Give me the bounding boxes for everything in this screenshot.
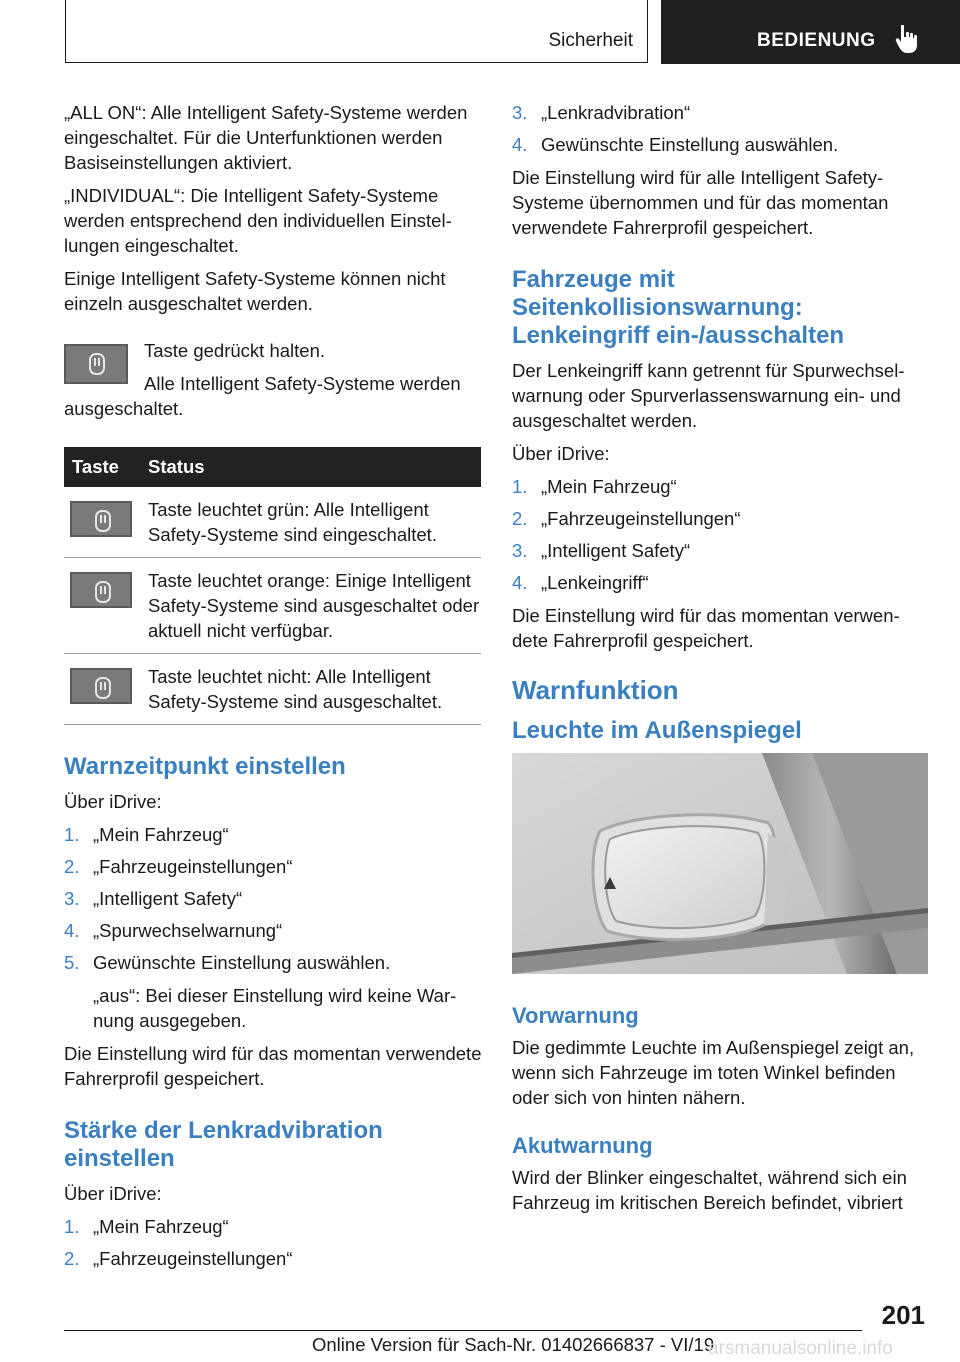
button-instruction (64, 338, 482, 421)
list-item: 3. „Intelligent Safety“ (512, 540, 691, 561)
list-item: 4. Gewünschte Einstellung auswählen. (512, 134, 839, 155)
list-item: 4. „Lenkeingriff“ (512, 572, 649, 593)
safety-button-icon (70, 668, 132, 704)
table-cell: Taste leuchtet nicht: Alle Intelligent Safety-Systeme sind ausgeschaltet. (140, 654, 481, 725)
list-item: 3. „Lenkradvibration“ (512, 102, 691, 123)
table-cell: Taste leuchtet grün: Alle Intelligent Safety-Systeme sind eingeschaltet. (140, 487, 481, 558)
list-item: 1. „Mein Fahrzeug“ (64, 824, 229, 845)
paragraph-einige: Einige Intelligent Safety-Systeme können nicht einzeln ausgeschaltet werden. (64, 268, 446, 314)
header-section-box (65, 0, 648, 63)
paragraph-vorwarnung: Die gedimmte Leuchte im Außenspiegel zeigt an, wenn sich Fahrzeuge im toten Winkel befinden oder sich von hinten nähern. (512, 1037, 915, 1108)
status-table (64, 447, 481, 725)
paragraph-saved: Die Einstellung wird für das momentan verwendete Fahrerprofil gespeichert. (512, 605, 900, 651)
table-cell: Taste leuchtet orange: Einige Intelligent Safety-Systeme sind ausgeschaltet oder aktuell nicht verfügbar. (140, 558, 481, 654)
header-chapter-title: BEDIENUNG (757, 30, 876, 51)
button-instruction-line1: Taste gedrückt halten. (144, 340, 325, 361)
paragraph-all-on: „ALL ON“: Alle Intelligent Safety-Systeme werden eingeschaltet. Für die Unterfunktionen werden Basiseinstellungen aktiviert. (64, 102, 468, 173)
watermark-text: arsmanualsonline.info (708, 1338, 893, 1359)
steps-list-warnzeitpunkt (64, 822, 482, 975)
steps-list-lenkradvibration (64, 1214, 482, 1271)
heading-staerke-lenkradvibration: Stärke der Lenkradvibration einstellen (64, 1117, 383, 1172)
paragraph-saved: Die Einstellung wird für das momentan verwendete Fahrerprofil gespeichert. (64, 1043, 482, 1089)
list-item: 5. Gewünschte Einstellung auswählen. (64, 952, 391, 973)
safety-button-icon (70, 572, 132, 608)
steps-list-lenkradvibration-cont (512, 100, 926, 157)
paragraph-lenkeingriff: Der Lenkeingriff kann getrennt für Spurwechselwarnung oder Spurverlassenswarnung ein- und ausgeschaltet werden. (512, 360, 905, 431)
table-row (64, 487, 481, 558)
heading-akutwarnung: Akutwarnung (512, 1133, 653, 1158)
right-column (512, 100, 926, 1223)
heading-vorwarnung: Vorwarnung (512, 1003, 639, 1028)
paragraph-saved: Die Einstellung wird für alle Intelligent Safety-Systeme übernommen und für das momentan verwendete Fahrerprofil gespeichert. (512, 167, 889, 238)
list-item: 2. „Fahrzeugeinstellungen“ (64, 856, 293, 877)
table-row (64, 654, 481, 725)
steps-list-lenkeingriff (512, 474, 926, 595)
left-column (64, 100, 482, 1279)
list-item: 3. „Intelligent Safety“ (64, 888, 243, 909)
paragraph-akutwarnung: Wird der Blinker eingeschaltet, während sich ein Fahrzeug im kritischen Bereich befindet, vibriert (512, 1167, 907, 1213)
list-item: 1. „Mein Fahrzeug“ (64, 1216, 229, 1237)
safety-button-icon (70, 501, 132, 537)
header-chapter-box (661, 0, 960, 64)
heading-leuchte-aussenspiegel: Leuchte im Außenspiegel (512, 717, 802, 744)
list-item: 4. „Spurwechselwarnung“ (64, 920, 283, 941)
paragraph-idrive: Über iDrive: (64, 791, 162, 812)
status-table-header (64, 447, 481, 487)
footer-divider (64, 1330, 862, 1331)
list-item: 1. „Mein Fahrzeug“ (512, 476, 677, 497)
paragraph-idrive: Über iDrive: (64, 1183, 162, 1204)
table-row (64, 558, 481, 654)
pointing-hand-icon (895, 24, 921, 54)
heading-seitenkollisionswarnung: Fahrzeuge mit Seitenkollisionswarnung: Lenkeingriff ein-/ausschalten (512, 266, 845, 349)
heading-warnfunktion: Warnfunktion (512, 675, 679, 705)
status-table-header-status: Status (140, 447, 481, 487)
button-instruction-line2: Alle Intelligent Safety-Systeme werden ausgeschaltet. (64, 373, 461, 419)
list-item: 2. „Fahrzeugeinstellungen“ (512, 508, 741, 529)
heading-warnzeitpunkt: Warnzeitpunkt einstellen (64, 753, 346, 780)
paragraph-aus-hint: „aus“: Bei dieser Einstellung wird keine Warnung ausgegeben. (93, 985, 457, 1031)
footer-online-version: Online Version für Sach-Nr. 01402666837 - VI/19 (312, 1334, 715, 1355)
status-table-header-taste: Taste (64, 447, 140, 487)
safety-button-icon (64, 344, 128, 384)
header-section-title: Sicherheit (548, 30, 633, 51)
paragraph-idrive: Über iDrive: (512, 443, 610, 464)
paragraph-individual: „INDIVIDUAL“: Die Intelligent Safety-Systeme werden entsprechend den individuellen Einstellungen eingeschaltet. (64, 185, 452, 256)
list-item: 2. „Fahrzeugeinstellungen“ (64, 1248, 293, 1269)
side-mirror-illustration (512, 753, 928, 974)
page-number: 201 (881, 1300, 925, 1330)
